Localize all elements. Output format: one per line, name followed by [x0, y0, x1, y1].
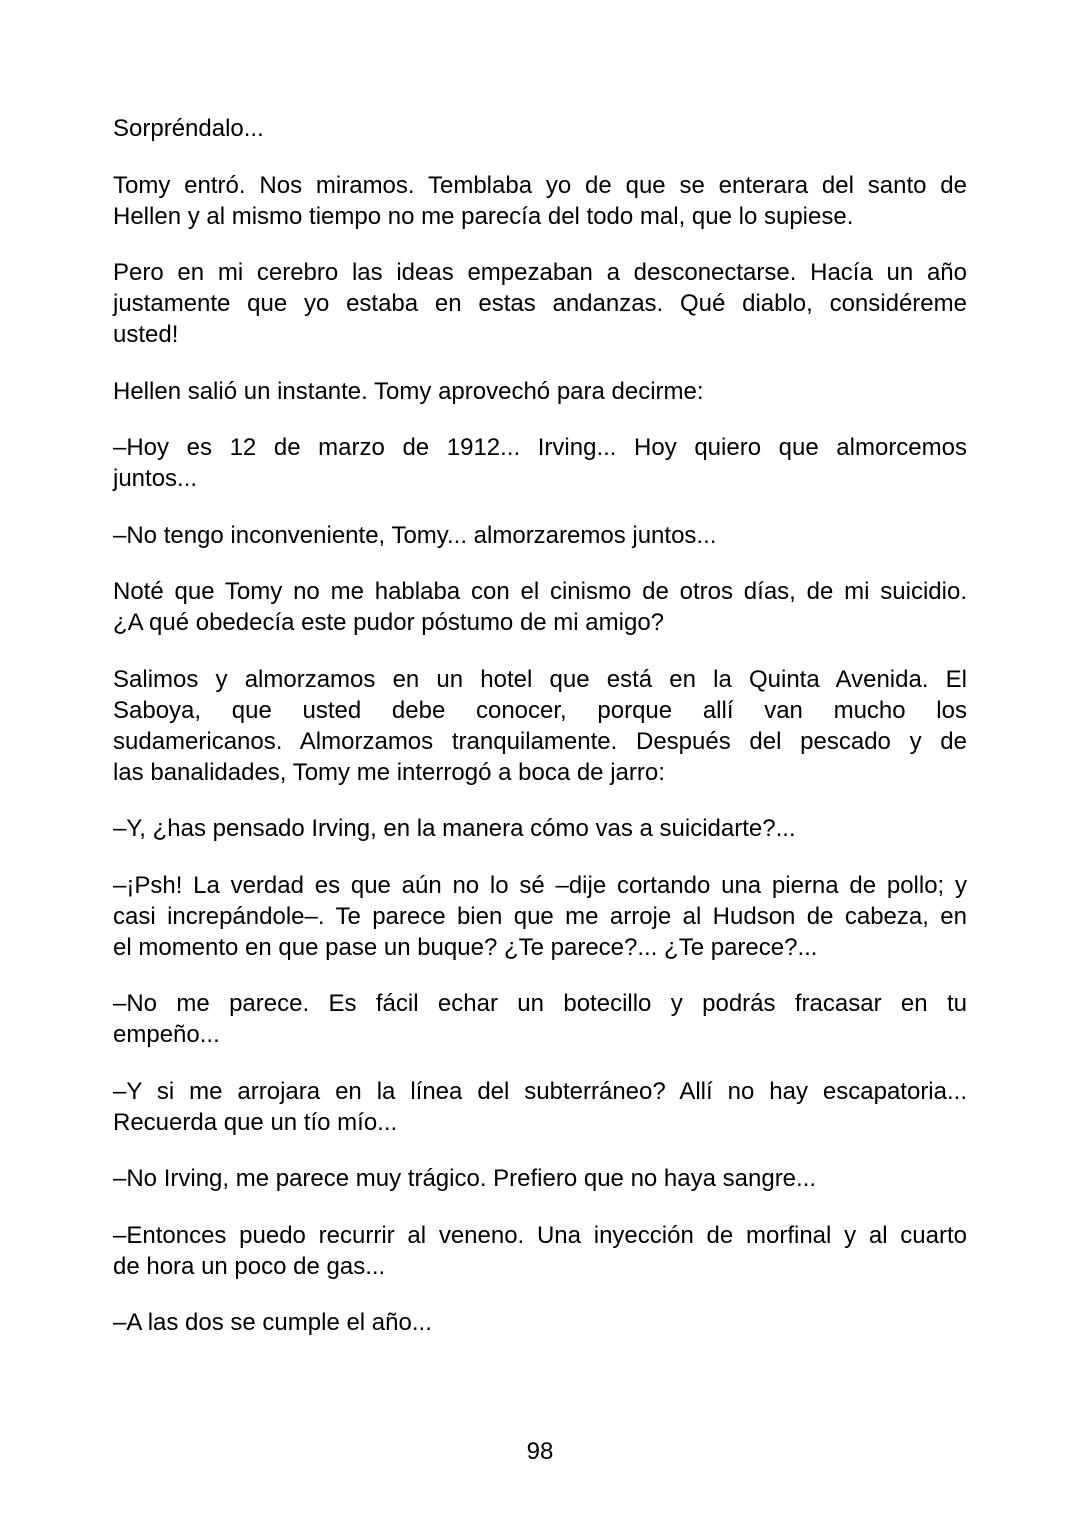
text-line: –Y si me arrojara en la línea del subterráneo? Allí no hay escapatoria...: [113, 1077, 967, 1105]
text-line: de hora un poco de gas...: [113, 1252, 386, 1280]
text-line: usted!: [113, 321, 179, 348]
paragraph: [113, 813, 967, 844]
paragraph: [113, 1307, 967, 1338]
page-body: [113, 113, 967, 1364]
text-line: –No Irving, me parece muy trágico. Prefiero que no haya sangre...: [113, 1165, 817, 1192]
text-line: –No me parece. Es fácil echar un botecillo y podrás fracasar en tu: [113, 990, 967, 1017]
paragraph: [113, 870, 967, 963]
text-line: Pero en mi cerebro las ideas empezaban a desconectarse. Hacía un año: [113, 259, 967, 286]
text-line: Sorpréndalo...: [113, 115, 264, 142]
paragraph: [113, 664, 967, 788]
paragraph: [113, 576, 967, 638]
paragraph: [113, 520, 967, 551]
text-line: las banalidades, Tomy me interrogó a boca de jarro:: [113, 758, 665, 786]
paragraph: [113, 988, 967, 1050]
text-line: –Y, ¿has pensado Irving, en la manera cómo vas a suicidarte?...: [113, 815, 796, 842]
text-line: –A las dos se cumple el año...: [113, 1309, 432, 1336]
text-line: justamente que yo estaba en estas andanzas. Qué diablo, considéreme: [113, 290, 967, 317]
text-line: –Hoy es 12 de marzo de 1912... Irving... Hoy quiero que almorcemos: [113, 434, 967, 461]
text-line: juntos...: [113, 465, 198, 492]
text-line: Recuerda que un tío mío...: [113, 1108, 398, 1136]
text-line: sudamericanos. Almorzamos tranquilamente. Después del pescado y de: [113, 727, 967, 755]
text-line: Noté que Tomy no me hablaba con el cinismo de otros días, de mi suicidio.: [113, 578, 967, 605]
text-line: Salimos y almorzamos en un hotel que está en la Quinta Avenida. El: [113, 665, 967, 693]
paragraph: [113, 1076, 967, 1138]
text-line: Saboya, que usted debe conocer, porque allí van mucho los: [113, 696, 967, 724]
text-line: –No tengo inconveniente, Tomy... almorzaremos juntos...: [113, 521, 717, 549]
text-line: Hellen salió un instante. Tomy aprovechó para decirme:: [113, 377, 704, 405]
paragraph: [113, 170, 967, 232]
paragraph: [113, 376, 967, 407]
text-line: empeño...: [113, 1021, 220, 1048]
text-line: Tomy entró. Nos miramos. Temblaba yo de que se enterara del santo de: [113, 171, 967, 199]
text-line: casi increpándole–. Te parece bien que me arroje al Hudson de cabeza, en: [113, 902, 967, 930]
paragraph: [113, 432, 967, 494]
text-line: –Entonces puedo recurrir al veneno. Una inyección de morfinal y al cuarto: [113, 1221, 967, 1249]
paragraph: [113, 113, 967, 144]
paragraph: [113, 1163, 967, 1194]
paragraph: [113, 257, 967, 350]
text-line: –¡Psh! La verdad es que aún no lo sé –dije cortando una pierna de pollo; y: [113, 871, 967, 899]
text-line: ¿A qué obedecía este pudor póstumo de mi amigo?: [113, 609, 665, 636]
text-line: Hellen y al mismo tiempo no me parecía del todo mal, que lo supiese.: [113, 202, 854, 230]
paragraph: [113, 1220, 967, 1282]
text-line: el momento en que pase un buque? ¿Te parece?... ¿Te parece?...: [113, 933, 818, 961]
page-number: 98: [526, 1438, 554, 1465]
